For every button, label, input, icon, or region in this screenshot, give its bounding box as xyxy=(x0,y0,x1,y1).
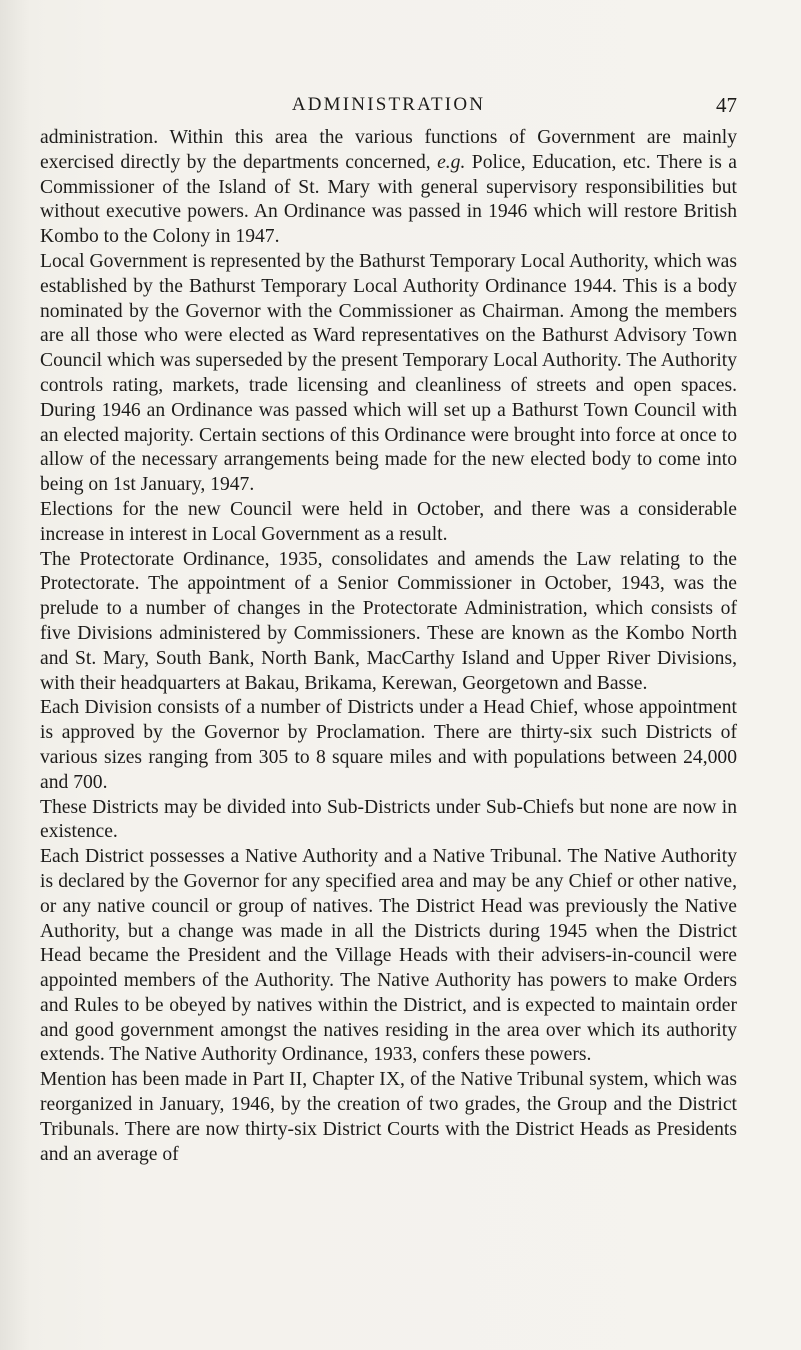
paragraph-7: Each District possesses a Native Authority and a Native Tribunal. The Native Authority is declared by the Governor for any specified area and may be any Chief or other native, or any native council or group of natives. The District Head was previously the Native Authority, but a change was made in all the Districts during 1945 when the District Head became the President and the Village Heads with their advisers-in-council were appointed members of the Authority. The Native Authority has powers to make Orders and Rules to be obeyed by natives within the District, and is expected to maintain order and good government amongst the natives residing in the area over which its authority extends. The Native Authority Ordinance, 1933, confers these powers. xyxy=(40,846,737,1066)
paragraph-8: Mention has been made in Part II, Chapter IX, of the Native Tribunal system, which was reorganized in January, 1946, by the creation of two grades, the Group and the District Tribunals. There are now thirty-six District Courts with the District Heads as Presidents and an average of xyxy=(40,1069,737,1165)
body-text xyxy=(40,126,737,1167)
paragraph-2: Local Government is represented by the Bathurst Temporary Local Authority, which was established by the Bathurst Temporary Local Authority Ordinance 1944. This is a body nominated by the Governor with the Commissioner as Chairman. Among the members are all those who were elected as Ward representatives on the Bathurst Advisory Town Council which was superseded by the present Temporary Local Authority. The Authority controls rating, markets, trade licensing and cleanliness of streets and open spaces. During 1946 an Ordinance was passed which will set up a Bathurst Town Council with an elected majority. Certain sections of this Ordinance were brought into force at once to allow of the necessary arrangements being made for the new elected body to come into being on 1st January, 1947. xyxy=(40,250,737,496)
paragraph-4: The Protectorate Ordinance, 1935, consolidates and amends the Law relating to the Protectorate. The appointment of a Senior Commissioner in October, 1943, was the prelude to a number of changes in the Protectorate Administration, which consists of five Divisions administered by Commissioners. These are known as the Kombo North and St. Mary, South Bank, North Bank, MacCarthy Island and Upper River Divisions, with their headquarters at Bakau, Brikama, Kerewan, Georgetown and Basse. xyxy=(40,548,737,694)
running-title: ADMINISTRATION xyxy=(291,94,486,115)
running-head xyxy=(40,90,737,120)
paragraph-6: These Districts may be divided into Sub-Districts under Sub-Chiefs but none are now in existence. xyxy=(40,796,737,843)
paragraph-1-italic: e.g. xyxy=(437,151,466,173)
page-number: 47 xyxy=(716,93,737,117)
paragraph-1 xyxy=(40,126,737,250)
paragraph-1-text-a: administration. Within this area the various functions of Government are mainly exercised directly by the departments concerned, xyxy=(40,127,737,173)
paragraph-5: Each Division consists of a number of Districts under a Head Chief, whose appointment is approved by the Governor by Proclamation. There are thirty-six such Districts of various sizes ranging from 305 to 8 square miles and with populations between 24,000 and 700. xyxy=(40,697,737,793)
paragraph-3: Elections for the new Council were held in October, and there was a considerable increase in interest in Local Government as a result. xyxy=(40,498,737,545)
paragraph-1-text-b: Police, Education, etc. There is a Commissioner of the Island of St. Mary with general supervisory responsibilities but without executive powers. An Ordinance was passed in 1946 which will restore British Kombo to the Colony in 1947. xyxy=(40,151,737,248)
